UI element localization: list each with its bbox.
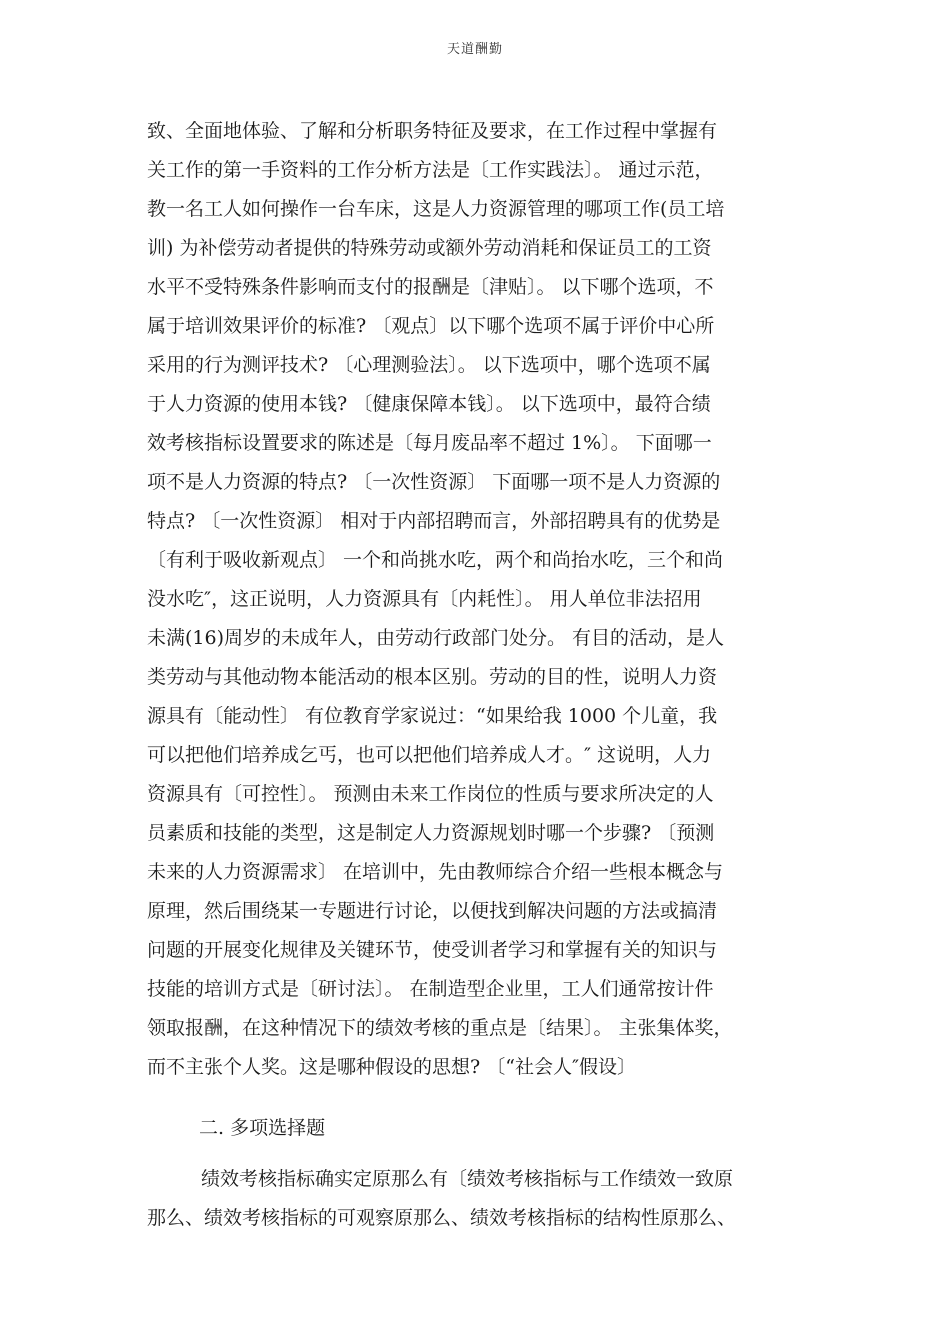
text-line: 类劳动与其他动物本能活动的根本区别。劳动的目的性，说明人力资 (147, 666, 718, 688)
text-line: 关工作的第一手资料的工作分析方法是〔工作实践法〕。 通过示范， (147, 159, 714, 181)
text-line: 采用的行为测评技术? 〔心理测验法〕。 以下选项中，哪个选项不属 (147, 354, 711, 376)
text-line: 技能的培训方式是〔研讨法〕。 在制造型企业里，工人们通常按计件 (147, 978, 714, 1000)
text-line: 致、全面地体验、了解和分析职务特征及要求，在工作过程中掌握有 (147, 120, 718, 142)
text-line: 属于培训效果评价的标准? 〔观点〕以下哪个选项不属于评价中心所 (147, 315, 715, 337)
text-line: 可以把他们培养成乞丐，也可以把他们培养成人才。″ 这说明，人力 (147, 744, 712, 766)
text-line: 原理，然后围绕某一专题进行讨论，以便找到解决问题的方法或搞清 (147, 900, 718, 922)
page-header: 天道酬勤 (446, 42, 503, 57)
text-line: 源具有〔能动性〕 有位教育学家说过：“如果给我 1000 个儿童，我 (147, 705, 718, 727)
text-line: 未来的人力资源需求〕 在培训中，先由教师综合介绍一些根本概念与 (147, 861, 724, 883)
text-line: 员素质和技能的类型，这是制定人力资源规划时哪一个步骤? 〔预测 (147, 822, 715, 844)
paragraph (147, 1160, 807, 1238)
text-line: 教一名工人如何操作一台车床，这是人力资源管理的哪项工作(员工培 (147, 198, 725, 220)
text-line: 效考核指标设置要求的陈述是〔每月废品率不超过 1%〕。 下面哪一 (147, 432, 712, 454)
section-heading: 二. 多项选择题 (199, 1117, 326, 1139)
text-line: 未满(16)周岁的未成年人，由劳动行政部门处分。 有目的活动，是人 (147, 627, 725, 649)
text-line: 问题的开展变化规律及关键环节，使受训者学习和掌握有关的知识与 (147, 939, 718, 961)
text-line: 而不主张个人奖。这是哪种假设的思想? 〔“社会人″假设〕 (147, 1056, 637, 1078)
text-line: 训) 为补偿劳动者提供的特殊劳动或额外劳动消耗和保证员工的工资 (147, 237, 712, 259)
text-line: 项不是人力资源的特点? 〔一次性资源〕 下面哪一项不是人力资源的 (147, 471, 721, 493)
text-line: 特点? 〔一次性资源〕 相对于内部招聘而言，外部招聘具有的优势是 (147, 510, 721, 532)
text-line: 领取报酬，在这种情况下的绩效考核的重点是〔结果〕。 主张集体奖， (147, 1017, 733, 1039)
text-line: 水平不受特殊条件影响而支付的报酬是〔津贴〕。 以下哪个选项，不 (147, 276, 714, 298)
text-line: 〔有利于吸收新观点〕 一个和尚挑水吃，两个和尚抬水吃，三个和尚 (147, 549, 724, 571)
text-line: 于人力资源的使用本钱? 〔健康保障本钱〕。 以下选项中，最符合绩 (147, 393, 711, 415)
text-line: 那么、绩效考核指标的可观察原那么、绩效考核指标的结构性原那么、 (147, 1207, 737, 1229)
text-line: 没水吃″，这正说明，人力资源具有〔内耗性〕。 用人单位非法招用 (147, 588, 702, 610)
text-line: 资源具有〔可控性〕。 预测由未来工作岗位的性质与要求所决定的人 (147, 783, 714, 805)
text-line: 绩效考核指标确实定原那么有〔绩效考核指标与工作绩效一致原 (201, 1168, 734, 1190)
document-body (147, 112, 807, 1238)
